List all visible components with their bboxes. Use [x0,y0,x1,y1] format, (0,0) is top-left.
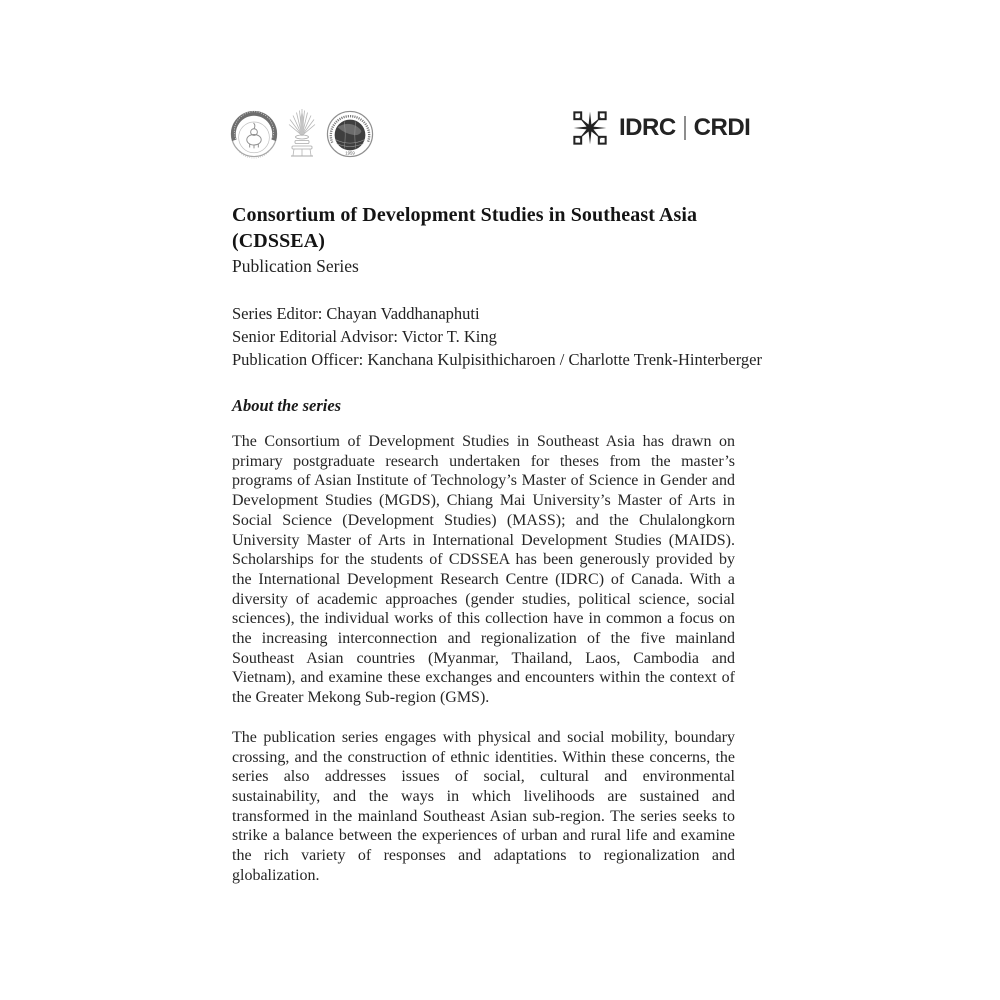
series-editor-line: Series Editor: Chayan Vaddhanaphuti [232,304,480,323]
crdi-text: CRDI [693,114,751,141]
editors-block [232,302,762,372]
about-paragraph-2: The publication series engages with physical and social mobility, boundary crossing, and the construction of ethnic identities. Within these concerns, the series also addresses issues of social, cultural and environmental sustainability, and the ways in which livelihoods are sustained and transformed in the mainland Southeast Asian sub-region. The series seeks to strike a balance between the experiences of urban and rural life and examine the rich variety of responses and adaptations to regionalization and globalization. [232,728,735,884]
page-title: Consortium of Development Studies in Southeast Asia (CDSSEA) [232,204,698,252]
idrc-wordmark [619,111,750,145]
idrc-crdi-divider [684,116,686,140]
about-series-heading: About the series [232,396,342,415]
idrc-crdi-logo [573,110,750,146]
about-series-body [232,432,735,885]
page-subtitle: Publication Series [232,256,359,276]
title-block [232,203,744,277]
chiang-mai-university-seal-icon [230,108,278,160]
chulalongkorn-university-emblem-icon [287,104,317,164]
asian-institute-of-technology-seal-icon [326,109,374,159]
about-paragraph-1: The Consortium of Development Studies in Southeast Asia has drawn on primary postgraduate research undertaken for theses from the master’s programs of Asian Institute of Technology’s Master of Science in Gender and Development Studies (MGDS), Chiang Mai University’s Master of Arts in Social Science (Development Studies) (MASS); and the Chulalongkorn University Master of Arts in International Development Studies (MAIDS). Scholarships for the students of CDSSEA has been generously provided by the International Development Research Centre (IDRC) of Canada. With a diversity of academic approaches (gender studies, political science, social sciences), the individual works of this collection have in common a focus on the increasing interconnection and regionalization of the five mainland Southeast Asian countries (Myanmar, Thailand, Laos, Cambodia and Vietnam), and examine these exchanges and encounters within the context of the Greater Mekong Sub-region (GMS). [232,433,735,707]
senior-editorial-advisor-line: Senior Editorial Advisor: Victor T. King [232,327,497,347]
ait-seal-year: 1959 [345,150,355,156]
partner-logos [230,103,374,165]
idrc-star-icon [573,110,607,146]
idrc-text: IDRC [619,114,676,141]
publication-officer-line: Publication Officer: Kanchana Kulpisithicharoen / Charlotte Trenk-Hinterberger [232,350,762,370]
